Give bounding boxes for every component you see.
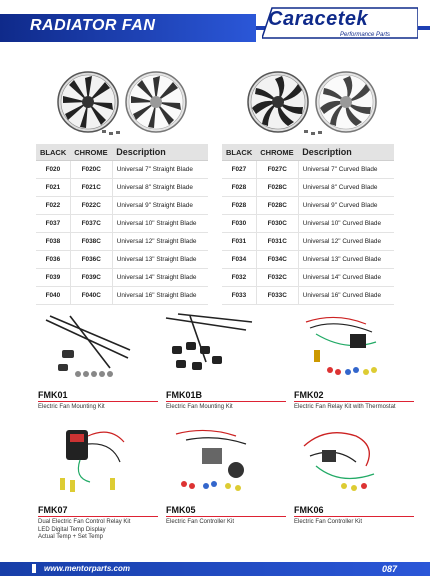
part-number-chrome: F031C (256, 233, 298, 251)
table-header-row (222, 144, 394, 161)
part-description: Universal 13" Curved Blade (298, 251, 394, 269)
table-row (222, 269, 394, 287)
kit-code-fmk07: FMK07 (38, 505, 68, 515)
page-header (0, 0, 430, 62)
part-number-chrome: F020C (70, 161, 112, 179)
straight-blade-fans-image (52, 62, 192, 142)
curved-blade-table (222, 144, 394, 305)
table-row (222, 233, 394, 251)
part-description: Universal 16" Straight Blade (112, 287, 208, 305)
part-number-chrome: F030C (256, 215, 298, 233)
table-row (222, 215, 394, 233)
part-number-black: F040 (36, 287, 70, 305)
page-number: 087 (382, 564, 398, 574)
kit-description-line: LED Digital Temp Display (38, 526, 106, 533)
table-row (222, 251, 394, 269)
footer-marker (32, 564, 36, 573)
part-description: Universal 7" Curved Blade (298, 161, 394, 179)
column-chrome: CHROME (70, 144, 112, 161)
part-number-black: F034 (222, 251, 256, 269)
part-description: Universal 10" Curved Blade (298, 215, 394, 233)
fmk06-product-image (296, 426, 392, 498)
straight-blade-table (36, 144, 208, 305)
part-number-black: F033 (222, 287, 256, 305)
footer-website-link[interactable]: www.mentorparts.com (44, 564, 130, 573)
part-number-black: F020 (36, 161, 70, 179)
kit-divider (294, 401, 414, 402)
part-number-black: F028 (222, 179, 256, 197)
part-number-black: F032 (222, 269, 256, 287)
part-number-chrome: F040C (70, 287, 112, 305)
kit-description-fmk01: Electric Fan Mounting Kit (38, 404, 105, 410)
fmk01b-product-image (162, 312, 258, 384)
kit-description-line: Dual Electric Fan Control Relay Kit (38, 519, 131, 525)
part-number-chrome: F028C (256, 179, 298, 197)
part-description: Universal 9" Straight Blade (112, 197, 208, 215)
part-number-chrome: F022C (70, 197, 112, 215)
part-number-chrome: F039C (70, 269, 112, 287)
column-description: Description (112, 144, 208, 161)
kit-description-fmk01b: Electric Fan Mounting Kit (166, 404, 233, 410)
part-description: Universal 14" Curved Blade (298, 269, 394, 287)
fmk01-product-image (40, 312, 136, 384)
mounting-hardware-icon (304, 130, 322, 135)
table-row (36, 161, 208, 179)
kit-divider (294, 516, 414, 517)
part-number-black: F022 (36, 197, 70, 215)
fmk02-product-image (296, 312, 392, 384)
kit-code-fmk06: FMK06 (294, 505, 324, 515)
brand-tagline: Performance Parts (340, 32, 391, 38)
table-row (222, 179, 394, 197)
table-row (36, 233, 208, 251)
part-number-black: F036 (36, 251, 70, 269)
table-row (36, 287, 208, 305)
part-number-chrome: F027C (256, 161, 298, 179)
kit-divider (166, 516, 286, 517)
part-description: Universal 16" Curved Blade (298, 287, 394, 305)
part-number-black: F038 (36, 233, 70, 251)
table-row (36, 179, 208, 197)
page-title: RADIATOR FAN (30, 17, 156, 34)
kit-code-fmk01b: FMK01B (166, 390, 203, 400)
part-number-black: F031 (222, 233, 256, 251)
column-chrome: CHROME (256, 144, 298, 161)
part-number-black: F030 (222, 215, 256, 233)
kit-description-fmk06: Electric Fan Controller Kit (294, 519, 363, 525)
part-number-black: F021 (36, 179, 70, 197)
brand-name: Caracetek (268, 8, 369, 30)
kit-divider (166, 401, 286, 402)
table-row (36, 269, 208, 287)
kit-description-fmk02: Electric Fan Relay Kit with Thermostat (294, 404, 396, 410)
kit-description-line: Actual Temp + Set Temp (38, 534, 103, 540)
part-description: Universal 9" Curved Blade (298, 197, 394, 215)
part-description: Universal 12" Curved Blade (298, 233, 394, 251)
part-description: Universal 8" Straight Blade (112, 179, 208, 197)
chrome-straight-fan (126, 72, 186, 132)
kit-description-fmk07 (38, 519, 130, 542)
kit-code-fmk01: FMK01 (38, 390, 68, 400)
part-number-black: F027 (222, 161, 256, 179)
black-curved-fan (248, 72, 308, 132)
kit-description-fmk05: Electric Fan Controller Kit (166, 519, 235, 525)
table-row (222, 287, 394, 305)
curved-blade-fans-image (242, 62, 382, 142)
part-number-black: F037 (36, 215, 70, 233)
part-number-chrome: F032C (256, 269, 298, 287)
table-header-row (36, 144, 208, 161)
column-black: BLACK (36, 144, 70, 161)
part-description: Universal 12" Straight Blade (112, 233, 208, 251)
table-row (36, 197, 208, 215)
part-number-black: F039 (36, 269, 70, 287)
column-description: Description (298, 144, 394, 161)
part-description: Universal 7" Straight Blade (112, 161, 208, 179)
part-number-black: F028 (222, 197, 256, 215)
chrome-curved-fan (316, 72, 376, 132)
part-number-chrome: F036C (70, 251, 112, 269)
part-description: Universal 14" Straight Blade (112, 269, 208, 287)
column-black: BLACK (222, 144, 256, 161)
part-number-chrome: F037C (70, 215, 112, 233)
kit-divider (38, 401, 158, 402)
fmk05-product-image (166, 426, 262, 498)
part-number-chrome: F033C (256, 287, 298, 305)
part-description: Universal 13" Straight Blade (112, 251, 208, 269)
table-row (36, 215, 208, 233)
table-row (222, 197, 394, 215)
part-description: Universal 10" Straight Blade (112, 215, 208, 233)
part-number-chrome: F028C (256, 197, 298, 215)
part-number-chrome: F034C (256, 251, 298, 269)
mounting-hardware-icon (102, 130, 120, 135)
table-row (222, 161, 394, 179)
kit-code-fmk02: FMK02 (294, 390, 324, 400)
kit-divider (38, 516, 158, 517)
part-number-chrome: F038C (70, 233, 112, 251)
black-straight-fan (58, 72, 118, 132)
table-row (36, 251, 208, 269)
part-description: Universal 8" Curved Blade (298, 179, 394, 197)
kit-code-fmk05: FMK05 (166, 505, 196, 515)
part-number-chrome: F021C (70, 179, 112, 197)
fmk07-product-image (40, 422, 136, 498)
